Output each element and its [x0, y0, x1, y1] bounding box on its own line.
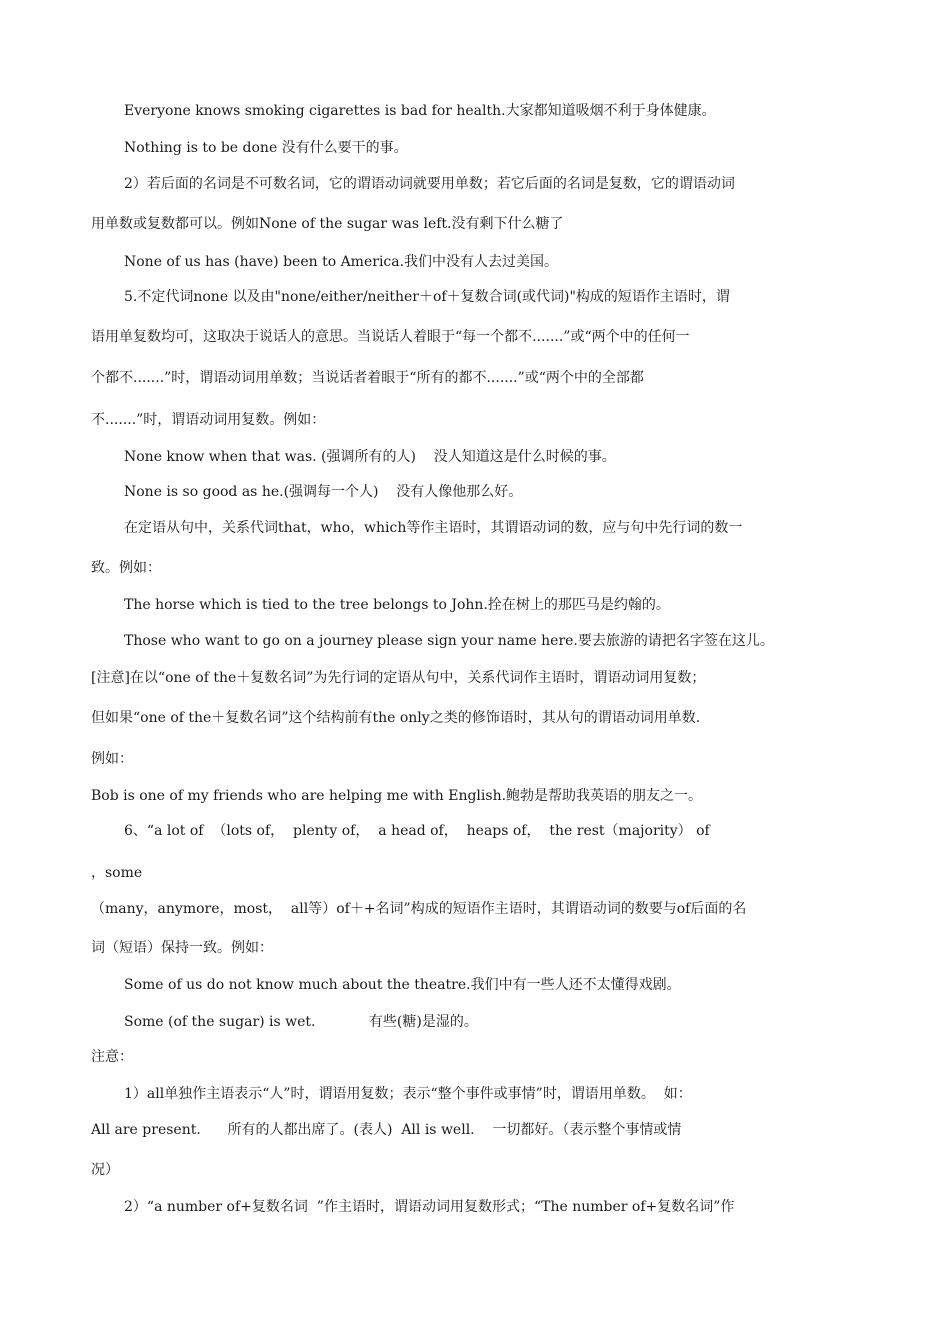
text-line: ，some — [91, 865, 143, 881]
text-line: 2）若后面的名词是不可数名词，它的谓语动词就要用单数；若它后面的名词是复数，它的谓语动词 — [124, 176, 735, 192]
text-line: Everyone knows smoking cigarettes is bad for health.大家都知道吸烟不利于身体健康。 — [124, 103, 716, 119]
text-line: Some of us do not know much about the theatre.我们中有一些人还不太懂得戏剧。 — [124, 977, 681, 993]
text-line: [注意]在以“one of the＋复数名词”为先行词的定语从句中，关系代词作主语时，谓语动词用复数； — [91, 670, 706, 686]
text-line: 个都不.......”时，谓语动词用单数；当说话者着眼于“所有的都不.......”或“两个中的全部都 — [91, 370, 644, 386]
text-line: Bob is one of my friends who are helping me with English.鲍勃是帮助我英语的朋友之一。 — [91, 788, 703, 804]
text-line: Nothing is to be done 没有什么要干的事。 — [124, 140, 408, 156]
text-line: Some (of the sugar) is wet. 有些(糖)是湿的。 — [124, 1014, 478, 1030]
text-line: 5.不定代词none 以及由"none/either/neither＋of＋复数合词(或代词)"构成的短语作主语时，谓 — [124, 289, 730, 305]
text-line: 语用单复数均可，这取决于说话人的意思。当说话人着眼于“每一个都不.......”或“两个中的任何一 — [91, 329, 690, 345]
text-line: 6、“a lot of （lots of， plenty of， a head of， heaps of， the rest（majority） of — [124, 823, 710, 839]
text-line: 1）all单独作主语表示“人”时，谓语用复数；表示“整个事件或事情”时，谓语用单数。 如： — [124, 1086, 692, 1102]
text-line: 用单数或复数都可以。例如None of the sugar was left.没有剩下什么糖了 — [91, 216, 564, 232]
text-line: The horse which is tied to the tree belongs to John.拴在树上的那匹马是约翰的。 — [124, 597, 670, 613]
text-line: 不.......”时，谓语动词用复数。例如： — [91, 412, 326, 428]
text-line: 例如： — [91, 751, 133, 767]
text-line: 在定语从句中，关系代词that，who，which等作主语时，其谓语动词的数，应与句中先行词的数一 — [124, 520, 743, 536]
text-line: 注意： — [91, 1049, 133, 1065]
text-line: （many，anymore，most， all等）of＋+名词”构成的短语作主语时，其谓语动词的数要与of后面的名 — [91, 901, 747, 917]
text-line: All are present. 所有的人都出席了。(表人) All is well. 一切都好。（表示整个事情或情 — [91, 1122, 682, 1138]
text-line: Those who want to go on a journey please sign your name here.要去旅游的请把名字签在这儿。 — [124, 633, 774, 649]
text-line: 词（短语）保持一致。例如： — [91, 940, 273, 956]
text-line: 致。例如： — [91, 560, 161, 576]
text-line: None is so good as he.(强调每一个人) 没有人像他那么好。 — [124, 484, 523, 500]
text-line: 况） — [91, 1162, 119, 1178]
text-line: None know when that was. (强调所有的人) 没人知道这是什么时候的事。 — [124, 449, 616, 465]
text-line: 2）“a number of+复数名词 ”作主语时，谓语动词用复数形式；“The number of+复数名词”作 — [124, 1199, 735, 1215]
text-line: None of us has (have) been to America.我们中没有人去过美国。 — [124, 254, 559, 270]
text-line: 但如果“one of the＋复数名词”这个结构前有the only之类的修饰语时，其从句的谓语动词用单数. — [91, 710, 701, 726]
